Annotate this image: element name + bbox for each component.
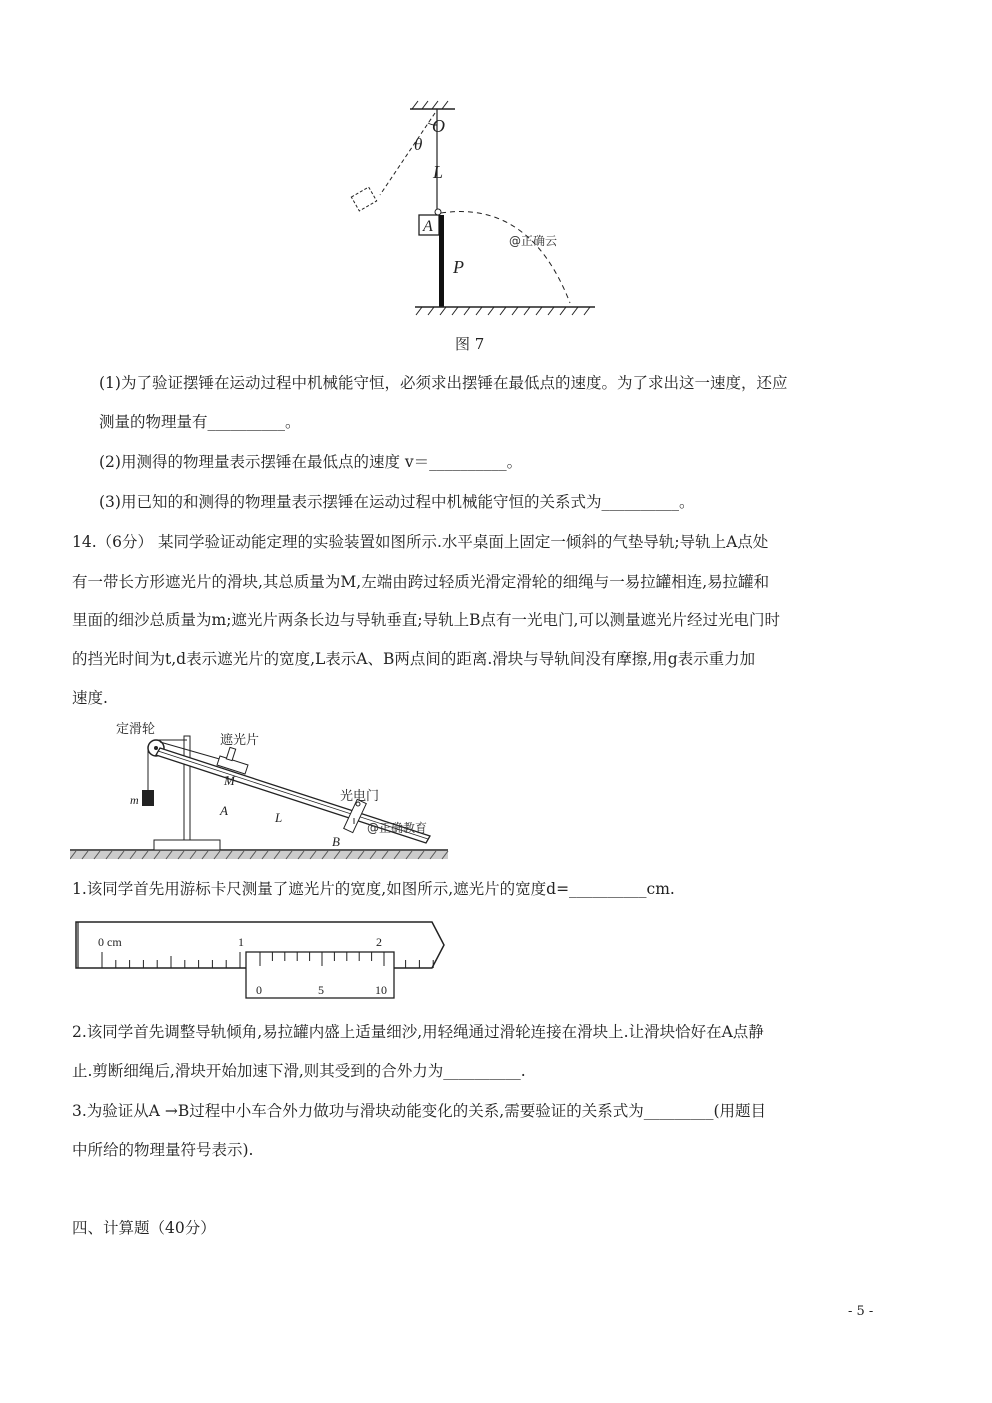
- section-4-heading: 四、计算题（40分）: [72, 1219, 216, 1237]
- caliper-main-label-0: 0 cm: [98, 935, 122, 949]
- q13-part3: (3)用已知的和测得的物理量表示摆锤在运动过程中机械能守恒的关系式为__________。: [99, 493, 695, 511]
- vernier-caliper: [70, 918, 455, 1004]
- sub-question-3-line1: 3.为验证从A →B过程中小车合外力做功与滑块动能变化的关系,需要验证的关系式为_________(用题目: [72, 1102, 767, 1120]
- label-shade: 遮光片: [220, 733, 260, 748]
- sub-question-1: 1.该同学首先用游标卡尺测量了遮光片的宽度,如图所示,遮光片的宽度d=__________cm.: [72, 880, 675, 898]
- page-number: - 5 -: [848, 1304, 874, 1319]
- label-photogate: 光电门: [340, 789, 380, 804]
- q14-line2: 有一带长方形遮光片的滑块,其总质量为M,左端由跨过轻质光滑定滑轮的细绳与一易拉罐相连,易拉罐和: [72, 573, 770, 591]
- label-p: P: [453, 257, 464, 277]
- label-b: B: [332, 834, 340, 849]
- figure-7-diagram: [340, 95, 610, 325]
- sub-question-3-line2: 中所给的物理量符号表示).: [72, 1141, 254, 1159]
- caliper-vernier-label-10: 10: [375, 983, 387, 997]
- label-l: L: [433, 162, 444, 182]
- q13-part1-line1: (1)为了验证摆锤在运动过程中机械能守恒，必须求出摆锤在最低点的速度。为了求出这一速度，还应: [99, 374, 788, 392]
- q14-line1: 14.（6分） 某同学验证动能定理的实验装置如图所示.水平桌面上固定一倾斜的气垫导轨;导轨上A点处: [72, 533, 769, 551]
- apparatus-diagram: [70, 718, 450, 866]
- q13-part1-line2: 测量的物理量有__________。: [99, 413, 301, 431]
- q14-line5: 速度.: [72, 689, 108, 707]
- sub-question-2-line2: 止.剪断细绳后,滑块开始加速下滑,则其受到的合外力为__________.: [72, 1062, 526, 1080]
- caliper-vernier-label-5: 5: [318, 983, 324, 997]
- sub-question-2-line1: 2.该同学首先调整导轨倾角,易拉罐内盛上适量细沙,用轻绳通过滑轮连接在滑块上.让滑块恰好在A点静: [72, 1023, 764, 1041]
- caliper-main-label-1: 1: [238, 935, 244, 949]
- figure-7-caption: 图 7: [455, 335, 485, 353]
- label-a: A: [220, 803, 228, 818]
- label-m-small: m: [130, 793, 139, 807]
- label-a: A: [423, 218, 433, 235]
- label-o: O: [432, 116, 445, 136]
- q13-part2: (2)用测得的物理量表示摆锤在最低点的速度 v＝__________。: [99, 453, 523, 471]
- label-theta: θ: [414, 135, 423, 154]
- caliper-vernier-label-0: 0: [256, 983, 262, 997]
- label-pulley: 定滑轮: [116, 722, 156, 737]
- label-m-big: M: [224, 773, 235, 788]
- watermark-zhengqueyun: @正确云: [509, 234, 558, 248]
- caliper-main-label-2: 2: [376, 935, 382, 949]
- watermark-zhengquejiaoyu: @正确教育: [367, 821, 428, 835]
- q14-line4: 的挡光时间为t,d表示遮光片的宽度,L表示A、B两点间的距离.滑块与导轨间没有摩擦,用g表示重力加: [72, 650, 756, 668]
- q14-line3: 里面的细沙总质量为m;遮光片两条长边与导轨垂直;导轨上B点有一光电门,可以测量遮光片经过光电门时: [72, 611, 780, 629]
- label-l: L: [275, 810, 283, 825]
